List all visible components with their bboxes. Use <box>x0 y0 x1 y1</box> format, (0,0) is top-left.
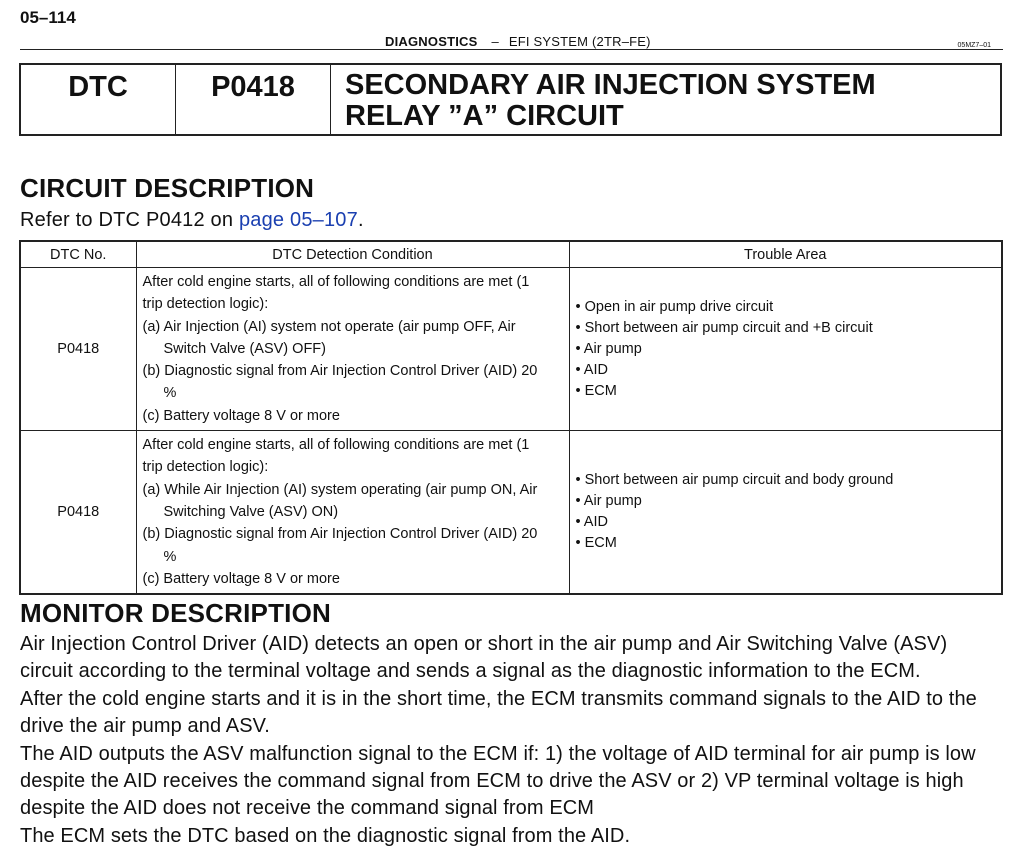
refer-prefix: Refer to DTC P0412 on <box>20 209 239 231</box>
column-header-dtc-no: DTC No. <box>20 241 136 268</box>
condition-line: (b) Diagnostic signal from Air Injection Control Driver (AID) 20 <box>142 363 538 380</box>
condition-line: (b) Diagnostic signal from Air Injection Control Driver (AID) 20 <box>142 526 538 543</box>
dtc-number-cell: P0418 <box>20 431 136 595</box>
table-row <box>20 431 1002 595</box>
trouble-area-item: • Air pump <box>575 340 642 357</box>
header-system: EFI SYSTEM (2TR–FE) <box>508 34 651 49</box>
condition-line: trip detection logic): <box>142 296 269 313</box>
condition-line: Switch Valve (ASV) OFF) <box>163 340 326 357</box>
header-separator: – <box>491 34 499 49</box>
dtc-title-line-2: RELAY ”A” CIRCUIT <box>345 100 624 132</box>
page-number: 05–114 <box>20 8 76 27</box>
column-header-trouble-area: Trouble Area <box>569 241 1002 268</box>
condition-line: After cold engine starts, all of following conditions are met (1 <box>142 437 530 454</box>
document-code: 05MZ7–01 <box>957 42 991 49</box>
table-row <box>20 268 1002 431</box>
header-section: DIAGNOSTICS <box>385 34 478 49</box>
dtc-code: P0418 <box>176 65 331 134</box>
monitor-line: Air Injection Control Driver (AID) detects an open or short in the air pump and Air Switching Valve (ASV) <box>20 633 948 655</box>
condition-line: (c) Battery voltage 8 V or more <box>142 570 340 587</box>
monitor-description-text <box>20 631 1010 850</box>
monitor-line: The AID outputs the ASV malfunction signal to the ECM if: 1) the voltage of AID terminal for air pump is low <box>20 742 976 765</box>
condition-line: (c) Battery voltage 8 V or more <box>142 407 340 424</box>
circuit-description-heading: CIRCUIT DESCRIPTION <box>20 173 315 203</box>
page-link[interactable]: page 05–107 <box>238 209 358 231</box>
monitor-line: despite the AID does not receive the command signal from ECM <box>20 797 595 820</box>
trouble-area-cell <box>569 431 1002 595</box>
column-header-condition: DTC Detection Condition <box>136 241 569 268</box>
trouble-area-cell <box>569 268 1002 431</box>
detection-condition-cell <box>136 431 569 595</box>
refer-text <box>20 209 364 232</box>
table-header-row <box>20 241 1002 268</box>
running-header <box>385 34 651 49</box>
monitor-line: The ECM sets the DTC based on the diagnostic signal from the AID. <box>20 824 631 847</box>
condition-line: Switching Valve (ASV) ON) <box>163 503 339 520</box>
condition-line: After cold engine starts, all of following conditions are met (1 <box>142 274 530 290</box>
detection-condition-cell <box>136 268 569 431</box>
dtc-label: DTC <box>21 65 176 134</box>
monitor-description-heading: MONITOR DESCRIPTION <box>20 598 332 628</box>
dtc-title-line-1: SECONDARY AIR INJECTION SYSTEM <box>345 69 876 101</box>
condition-line: trip detection logic): <box>142 459 269 476</box>
dtc-table <box>19 240 1003 595</box>
condition-line: (a) While Air Injection (AI) system operating (air pump ON, Air <box>142 481 538 498</box>
trouble-area-item: • ECM <box>575 535 617 552</box>
trouble-area-item: • Air pump <box>575 493 642 510</box>
dtc-number-cell: P0418 <box>20 268 136 431</box>
monitor-line: After the cold engine starts and it is in the short time, the ECM transmits command signals to the AID to the <box>20 687 977 710</box>
trouble-area-item: • Open in air pump drive circuit <box>575 298 774 315</box>
condition-line: (a) Air Injection (AI) system not operate (air pump OFF, Air <box>142 318 516 335</box>
dtc-title <box>331 65 1000 134</box>
trouble-area-item: • Short between air pump circuit and body ground <box>575 472 894 489</box>
condition-line: % <box>163 548 177 565</box>
monitor-line: drive the air pump and ASV. <box>20 715 270 738</box>
condition-line: % <box>163 385 177 402</box>
monitor-line: despite the AID receives the command signal from ECM to drive the ASV or 2) VP terminal voltage is high <box>20 770 964 793</box>
trouble-area-item: • Short between air pump circuit and +B circuit <box>575 319 873 336</box>
trouble-area-item: • AID <box>575 361 608 378</box>
trouble-area-item: • ECM <box>575 382 617 399</box>
monitor-line: circuit according to the terminal voltage and sends a signal as the diagnostic information to the ECM. <box>20 660 921 683</box>
dtc-title-box <box>19 63 1002 136</box>
trouble-area-item: • AID <box>575 514 608 531</box>
refer-suffix: . <box>357 209 364 231</box>
